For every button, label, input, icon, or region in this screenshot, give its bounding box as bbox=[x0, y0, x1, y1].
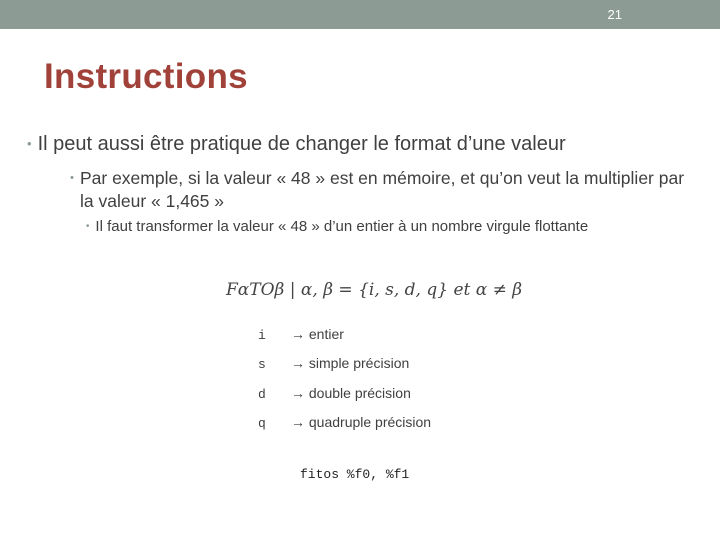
code-description: entier bbox=[308, 326, 344, 342]
bullet-level-1 bbox=[27, 133, 566, 156]
bullet-dot-icon: • bbox=[27, 136, 32, 152]
arrow-right-icon: → bbox=[291, 385, 305, 401]
bullet-text: Il faut transformer la valeur « 48 » d’un entier à un nombre virgule flottante bbox=[95, 218, 589, 235]
assembly-example: fitos %f0, %f1 bbox=[300, 467, 410, 482]
arrow-right-icon: → bbox=[291, 326, 305, 342]
arrow-right-icon: → bbox=[291, 414, 305, 430]
arrow-right-icon: → bbox=[291, 355, 305, 371]
conversion-formula: FαTOβ | α, β = {i, s, d, q} et α ≠ β bbox=[226, 280, 523, 300]
code-description: simple précision bbox=[308, 355, 410, 371]
code-key: q bbox=[258, 416, 266, 431]
code-key: d bbox=[258, 387, 266, 402]
bullet-text: Par exemple, si la valeur « 48 » est en mémoire, et qu’on veut la multiplier par la valeur « 1,465 » bbox=[79, 168, 685, 212]
bullet-dot-icon: • bbox=[86, 220, 90, 232]
code-description: quadruple précision bbox=[308, 414, 432, 430]
code-row-d bbox=[258, 385, 411, 402]
bullet-text: Il peut aussi être pratique de changer le format d’une valeur bbox=[37, 133, 566, 155]
code-row-s bbox=[258, 355, 409, 372]
code-row-q bbox=[258, 414, 431, 431]
slide-header-bar bbox=[0, 0, 720, 29]
code-key: i bbox=[258, 328, 266, 343]
code-row-i bbox=[258, 326, 344, 343]
slide-title: Instructions bbox=[44, 57, 248, 96]
bullet-level-3 bbox=[86, 218, 588, 235]
bullet-level-2 bbox=[70, 167, 690, 212]
code-description: double précision bbox=[308, 385, 411, 401]
bullet-dot-icon: • bbox=[70, 172, 74, 185]
page-number: 21 bbox=[607, 7, 622, 22]
code-key: s bbox=[258, 357, 266, 372]
